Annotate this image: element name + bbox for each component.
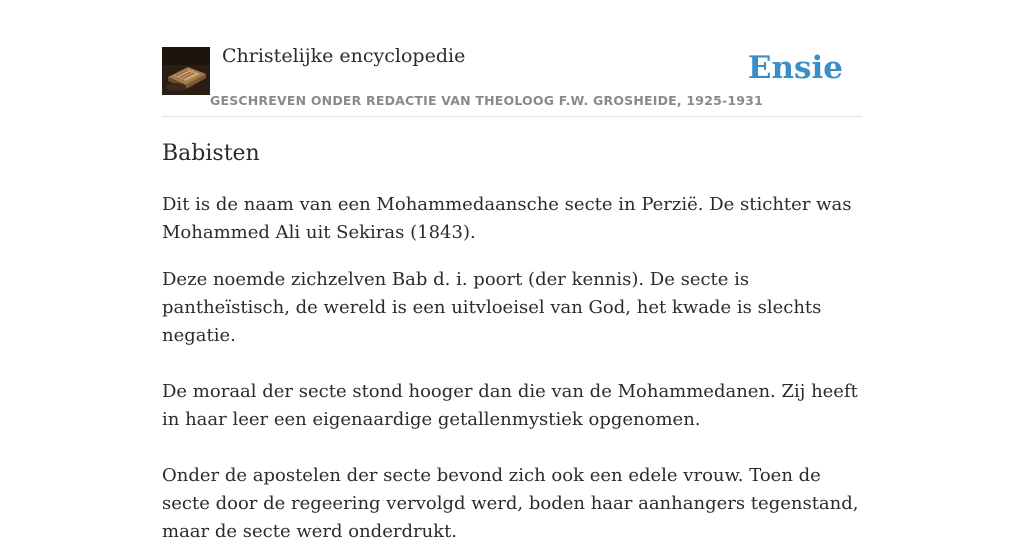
site-header (162, 0, 862, 117)
site-subtitle: GESCHREVEN ONDER REDACTIE VAN THEOLOOG F.W. GROSHEIDE, 1925-1931 (210, 93, 763, 108)
article-paragraph: Deze noemde zichzelven Bab d. i. poort (der kennis). De secte is pantheïstisch, de wereld is een uitvloeisel van God, het kwade is slechts negatie. (162, 269, 822, 346)
article-paragraph: Onder de apostelen der secte bevond zich ook een edele vrouw. Toen de secte door de regeering vervolgd werd, boden haar aanhangers tegenstand, maar de secte werd onderdrukt. (162, 465, 859, 542)
article-paragraph: De moraal der secte stond hooger dan die van de Mohammedanen. Zij heeft in haar leer een eigenaardige getallenmystiek opgenomen. (162, 381, 858, 430)
encyclopedia-logo-icon[interactable] (162, 47, 210, 95)
encyclopedia-logo-image (162, 47, 210, 95)
ensie-brand-link[interactable]: Ensie (747, 50, 843, 86)
article (162, 138, 866, 546)
article-title: Babisten (162, 141, 260, 166)
article-paragraph: Dit is de naam van een Mohammedaansche secte in Perzië. De stichter was Mohammed Ali uit Sekiras (1843). (162, 194, 852, 243)
site-title[interactable]: Christelijke encyclopedie (222, 45, 466, 67)
